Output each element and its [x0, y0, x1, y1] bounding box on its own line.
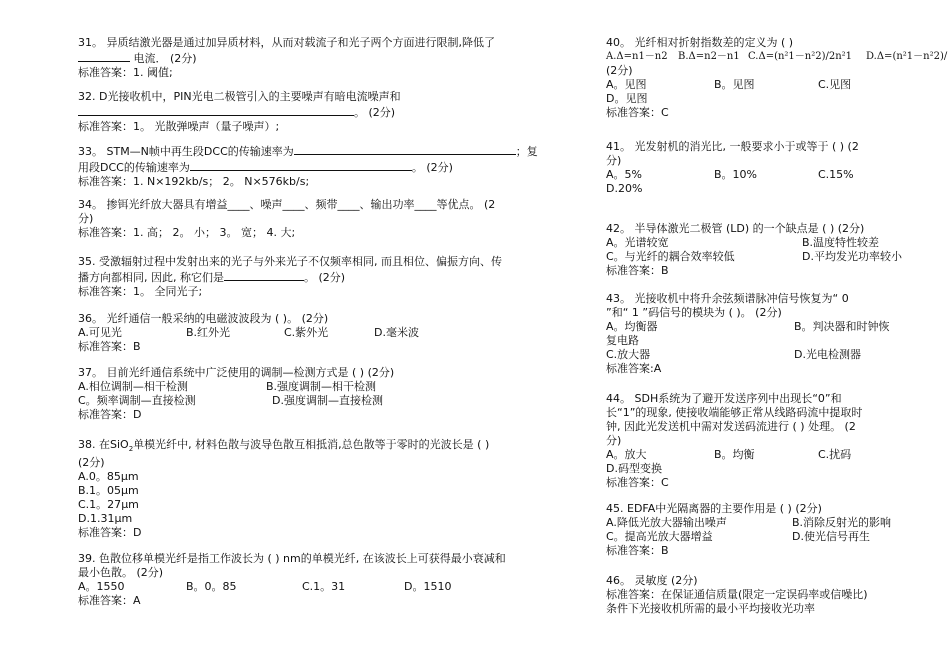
formula-a: A.Δ=n1－n2 [606, 51, 668, 62]
option-b[interactable]: B.强度调制—相干检测 [266, 380, 377, 393]
answer-39: 标准答案：A [78, 594, 141, 607]
question-39-text-2: 最小色散。 (2分) [78, 566, 164, 579]
answer-blank[interactable] [294, 143, 516, 155]
question-41-text: 41。 光发射机的消光比, 一般要求小于或等于 ( ) (2 [606, 140, 859, 153]
question-33-text: 33。 STM—N帧中再生段DCC的传输速率为 [78, 145, 294, 158]
question-34 [78, 198, 578, 240]
formula-row [606, 50, 946, 64]
question-36-text: 36。 光纤通信一般采纳的电磁波波段为 ( )。 (2分) [78, 312, 329, 325]
question-45 [606, 502, 946, 558]
question-36 [78, 312, 578, 354]
question-33-text-suffix: ；复 [515, 145, 538, 158]
option-a[interactable]: A。均衡器 [606, 320, 658, 333]
answer-45: 标准答案：B [606, 544, 669, 557]
option-d[interactable]: D.20% [606, 182, 643, 195]
question-43-text-2: ”和“ 1 ”码信号的模块为 ( )。 (2分) [606, 306, 782, 319]
question-38-text-2: (2分) [78, 456, 105, 470]
option-c[interactable]: C。提高光放大器增益 [606, 530, 713, 543]
question-40 [606, 36, 946, 120]
option-a[interactable]: A.相位调制—相干检测 [78, 380, 188, 393]
option-c[interactable]: C。与光纤的耦合效率较低 [606, 250, 735, 263]
question-44-text-4: 分) [606, 434, 622, 447]
answer-blank[interactable] [78, 50, 130, 62]
question-45-text: 45. EDFA中光隔离器的主要作用是 ( ) (2分) [606, 502, 822, 515]
option-c[interactable]: C.见图 [818, 78, 852, 91]
option-d[interactable]: D.平均发光功率较小 [802, 250, 902, 263]
question-34-text: 34。 掺铒光纤放大器具有增益____、噪声____、频带____、输出功率____等优点。 (2 [78, 198, 496, 211]
option-d[interactable]: D.强度调制—直接检测 [272, 394, 383, 407]
sio2-formula: SiO$_2$ [110, 438, 134, 454]
question-32-text-suffix: 。 (2分) [354, 106, 396, 119]
option-b[interactable]: B。均衡 [714, 448, 755, 461]
answer-46: 标准答案：在保证通信质量(限定一定误码率或信噪比) [606, 588, 868, 601]
option-a[interactable]: A。见图 [606, 78, 647, 91]
question-44-text-2: 长“1”的现象, 使接收端能够正常从线路码流中提取时 [606, 406, 863, 419]
answer-31: 标准答案：1. 阈值; [78, 66, 173, 79]
question-40-text: 40。 光纤相对折射指数差的定义为 ( ) [606, 36, 794, 49]
question-34-text-2: 分) [78, 212, 94, 225]
option-a[interactable]: A。1550 [78, 580, 125, 593]
question-42-text: 42。 半导体激光二极管 (LD) 的一个缺点是 ( ) (2分) [606, 222, 865, 235]
option-c[interactable]: C.1。27μm [78, 498, 139, 512]
question-35 [78, 255, 578, 299]
option-b-continued: 复电路 [606, 334, 639, 347]
option-a[interactable]: A.可见光 [78, 326, 122, 339]
answer-32: 标准答案：1。 光散弹噪声（量子噪声）; [78, 120, 280, 133]
option-a[interactable]: A.0。85μm [78, 470, 139, 484]
question-31-text-suffix: 电流． (2分) [133, 52, 197, 65]
answer-46-continued: 条件下光接收机所需的最小平均接收光功率 [606, 602, 815, 615]
answer-44: 标准答案：C [606, 476, 669, 489]
answer-42: 标准答案：B [606, 264, 669, 277]
answer-38: 标准答案：D [78, 526, 142, 540]
question-41-text-2: 分) [606, 154, 622, 167]
question-35-text-2: 播方向都相同, 因此, 称它们是 [78, 271, 224, 284]
formula-d: D.Δ=(n²1－n²2)/ [866, 51, 948, 62]
question-46-text: 46。 灵敏度 (2分) [606, 574, 698, 587]
formula-c: C.Δ=(n²1－n²2)/2n²1 [748, 51, 853, 62]
question-33-text-2-suffix: 。 (2分) [411, 161, 453, 174]
question-33-text-2: 用段DCC的传输速率为 [78, 161, 190, 174]
question-32 [78, 90, 578, 134]
option-d[interactable]: D。1510 [404, 580, 452, 593]
question-38-text: 38. 在 [78, 438, 110, 451]
answer-blank[interactable] [190, 159, 412, 171]
question-41 [606, 140, 946, 196]
question-35-text-suffix: 。 (2分) [304, 271, 346, 284]
question-40-points: (2分) [606, 64, 633, 77]
option-a[interactable]: A。光谱较宽 [606, 236, 669, 249]
option-b[interactable]: B。10% [714, 168, 757, 181]
question-46 [606, 574, 946, 616]
question-43 [606, 292, 946, 376]
question-38 [78, 438, 578, 540]
option-b[interactable]: B。见图 [714, 78, 755, 91]
question-31-text: 31。 异质结激光器是通过加异质材料，从而对载流子和光子两个方面进行限制,降低了 [78, 36, 495, 49]
option-b[interactable]: B。判决器和时钟恢 [794, 320, 890, 333]
option-d[interactable]: D.光电检测器 [794, 348, 861, 361]
option-a[interactable]: A。5% [606, 168, 642, 181]
answer-blank[interactable] [78, 104, 354, 116]
answer-33: 标准答案：1. N×192kb/s； 2。 N×576kb/s; [78, 175, 310, 188]
answer-36: 标准答案：B [78, 340, 141, 353]
question-31 [78, 36, 578, 80]
question-39 [78, 552, 578, 608]
question-44 [606, 392, 946, 490]
question-35-text: 35. 受激辐射过程中发射出来的光子与外来光子不仅频率相同, 而且相位、偏振方向、传 [78, 255, 502, 268]
option-d[interactable]: D.码型变换 [606, 462, 662, 475]
option-d[interactable]: D。见图 [606, 92, 648, 105]
question-33 [78, 143, 578, 189]
answer-34: 标准答案：1. 高； 2。 小； 3。 宽； 4. 大; [78, 226, 296, 239]
question-37-text: 37。 目前光纤通信系统中广泛使用的调制—检测方式是 ( ) (2分) [78, 366, 395, 379]
option-c[interactable]: C。频率调制—直接检测 [78, 394, 196, 407]
question-43-text: 43。 光接收机中将升余弦频谱脉冲信号恢复为“ 0 [606, 292, 849, 305]
question-44-text: 44。 SDH系统为了避开发送序列中出现长“0”和 [606, 392, 842, 405]
option-b[interactable]: B.1。05μm [78, 484, 139, 498]
option-c[interactable]: C.扰码 [818, 448, 852, 461]
option-a[interactable]: A。放大 [606, 448, 647, 461]
formula-b: B.Δ=n2－n1 [678, 51, 740, 62]
option-d[interactable]: D.1.31μm [78, 512, 133, 526]
question-32-text: 32. D光接收机中，PIN光电二极管引入的主要噪声有暗电流噪声和 [78, 90, 401, 103]
option-c[interactable]: C.紫外光 [284, 326, 329, 339]
option-d[interactable]: D.毫米波 [374, 326, 419, 339]
options-row [78, 326, 578, 340]
answer-37: 标准答案：D [78, 408, 142, 421]
option-b[interactable]: B.消除反射光的影响 [792, 516, 892, 529]
answer-43: 标准答案:A [606, 362, 662, 375]
answer-35: 标准答案：1。 全同光子; [78, 285, 203, 298]
answer-blank[interactable] [224, 269, 304, 281]
question-42 [606, 222, 946, 278]
option-a[interactable]: A.降低光放大器输出噪声 [606, 516, 727, 529]
question-44-text-3: 钟, 因此光发送机中需对发送码流进行 ( ) 处理。 (2 [606, 420, 856, 433]
option-d[interactable]: D.使光信号再生 [792, 530, 870, 543]
question-38-text-suffix: 单模光纤中, 材料色散与波导色散互相抵消,总色散等于零时的光波长是 ( ) [133, 438, 490, 451]
question-37 [78, 366, 578, 422]
question-39-text: 39. 色散位移单模光纤是指工作波长为 ( ) nm的单模光纤, 在该波长上可获得最小衰减和 [78, 552, 506, 565]
option-b[interactable]: B.红外光 [186, 326, 231, 339]
answer-40: 标准答案：C [606, 106, 669, 119]
option-b[interactable]: B.温度特性较差 [802, 236, 880, 249]
option-c[interactable]: C.15% [818, 168, 854, 181]
option-b[interactable]: B。0。85 [186, 580, 237, 593]
option-c[interactable]: C.1。31 [302, 580, 346, 593]
option-c[interactable]: C.放大器 [606, 348, 651, 361]
